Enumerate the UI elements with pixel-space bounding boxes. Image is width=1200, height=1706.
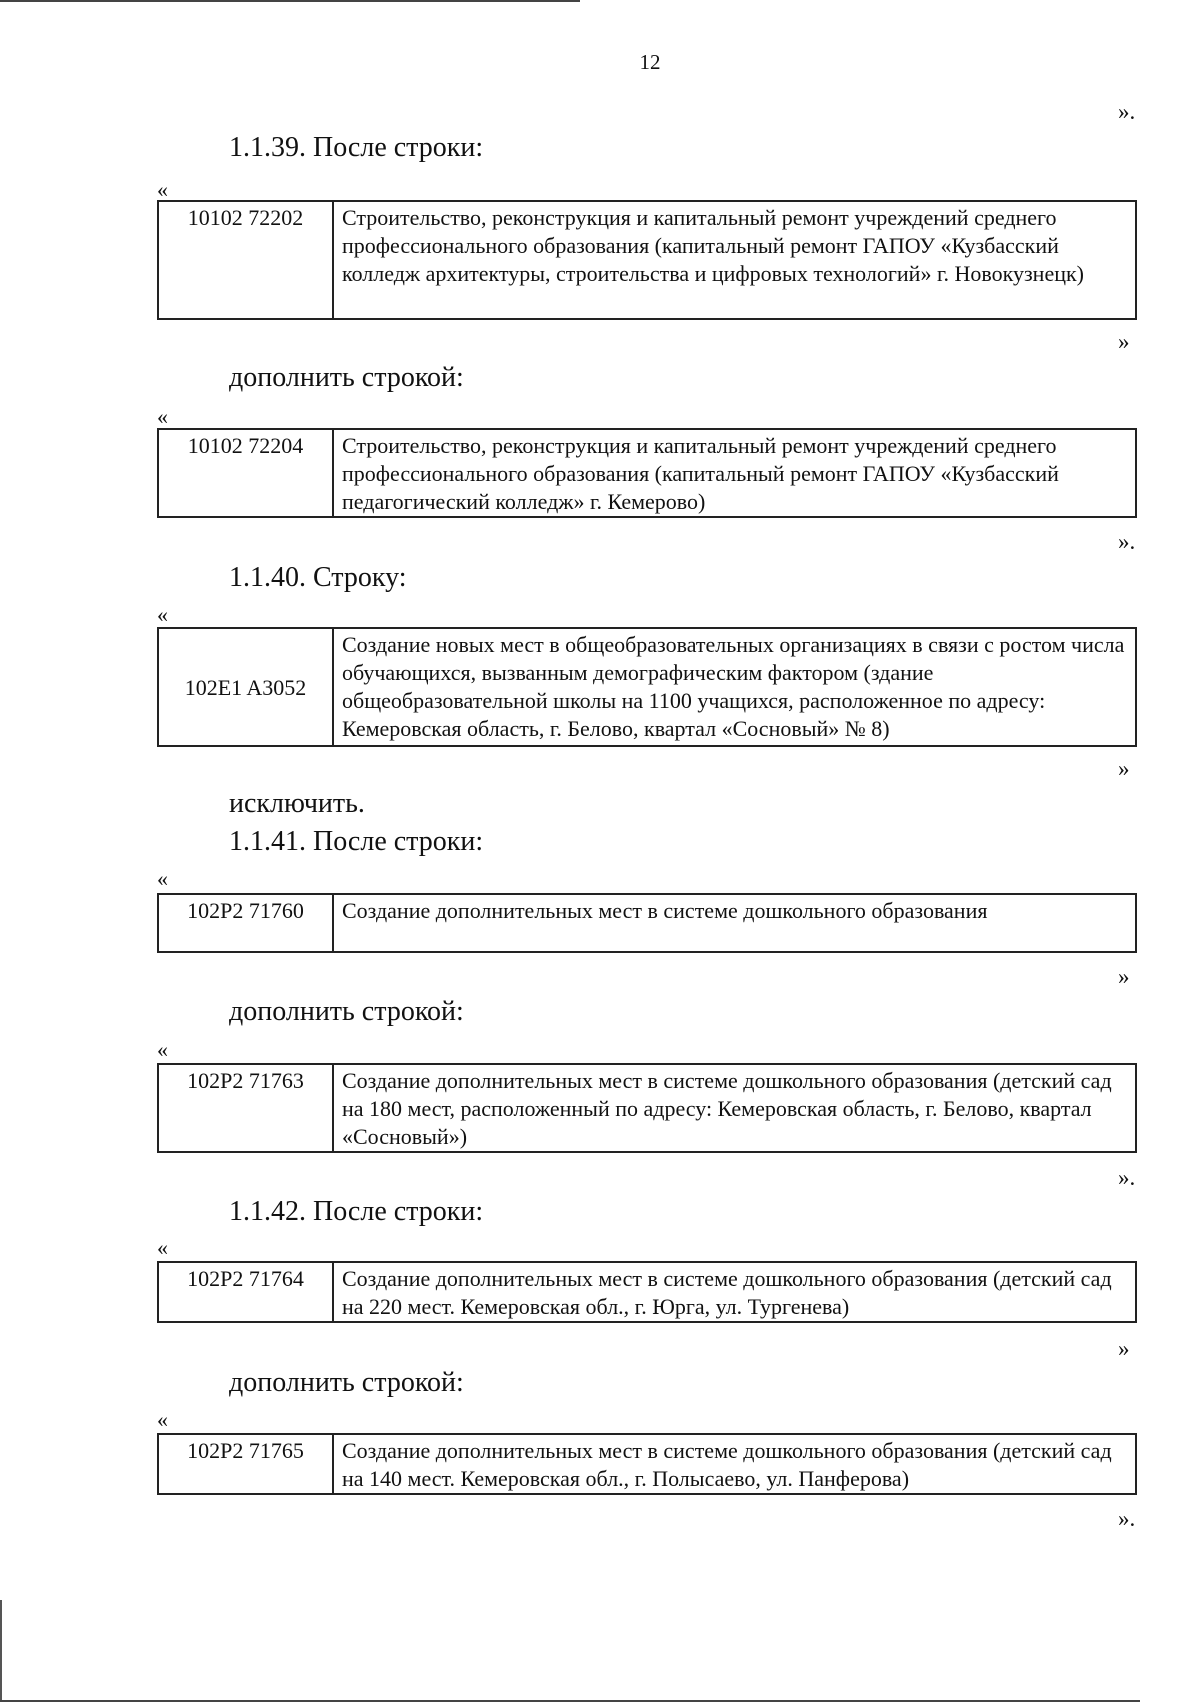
section-heading: дополнить строкой: bbox=[229, 996, 464, 1027]
row-code: 102P2 71760 bbox=[158, 894, 333, 952]
close-quote: ». bbox=[1118, 529, 1136, 554]
open-quote: « bbox=[157, 602, 168, 627]
table-row bbox=[158, 1262, 1136, 1322]
table-row bbox=[158, 1064, 1136, 1152]
code-table bbox=[157, 1261, 1137, 1323]
open-quote: « bbox=[157, 1235, 168, 1260]
code-table bbox=[157, 627, 1137, 747]
page-number: 12 bbox=[639, 50, 661, 74]
code-table bbox=[157, 1433, 1137, 1495]
table-row bbox=[158, 201, 1136, 319]
close-quote: » bbox=[1118, 964, 1130, 989]
table-row bbox=[158, 628, 1136, 746]
code-table bbox=[157, 1063, 1137, 1153]
row-text: Строительство, реконструкция и капитальный ремонт учреждений среднего профессионального образования (капитальный ремонт ГАПОУ «Кузбасский педагогический колледж» г. Кемерово) bbox=[333, 429, 1136, 517]
row-text: Создание дополнительных мест в системе дошкольного образования bbox=[333, 894, 1136, 952]
row-code: 102P2 71764 bbox=[158, 1262, 333, 1322]
open-quote: « bbox=[157, 866, 168, 891]
scan-edge-bottom bbox=[0, 1700, 1140, 1702]
row-code: 10102 72202 bbox=[158, 201, 333, 319]
section-heading: дополнить строкой: bbox=[229, 1367, 464, 1398]
table-row bbox=[158, 429, 1136, 517]
closing-quote: ». bbox=[1118, 99, 1136, 124]
open-quote: « bbox=[157, 177, 168, 202]
row-code: 10102 72204 bbox=[158, 429, 333, 517]
code-table bbox=[157, 893, 1137, 953]
close-quote: ». bbox=[1118, 1506, 1136, 1531]
row-text: Создание дополнительных мест в системе дошкольного образования (детский сад на 220 мест. Кемеровская обл., г. Юрга, ул. Тургенева) bbox=[333, 1262, 1136, 1322]
open-quote: « bbox=[157, 1407, 168, 1432]
section-heading: 1.1.41. После строки: bbox=[229, 826, 484, 857]
row-text: Создание дополнительных мест в системе дошкольного образования (детский сад на 180 мест, расположенный по адресу: Кемеровская область, г. Белово, квартал «Сосновый») bbox=[333, 1064, 1136, 1152]
section-heading: исключить. bbox=[229, 788, 365, 819]
close-quote: » bbox=[1118, 1336, 1130, 1361]
section-heading: дополнить строкой: bbox=[229, 362, 464, 393]
row-text: Создание дополнительных мест в системе дошкольного образования (детский сад на 140 мест. Кемеровская обл., г. Полысаево, ул. Панферова) bbox=[333, 1434, 1136, 1494]
table-row bbox=[158, 894, 1136, 952]
scan-edge-top bbox=[0, 0, 580, 2]
table-row bbox=[158, 1434, 1136, 1494]
code-table bbox=[157, 428, 1137, 518]
close-quote: » bbox=[1118, 329, 1130, 354]
section-heading: 1.1.40. Строку: bbox=[229, 562, 407, 593]
close-quote: » bbox=[1118, 756, 1130, 781]
row-text: Строительство, реконструкция и капитальный ремонт учреждений среднего профессионального образования (капитальный ремонт ГАПОУ «Кузбасский колледж архитектуры, строительства и цифровых технологий» г. Новокузнецк) bbox=[333, 201, 1136, 319]
scan-edge-left bbox=[0, 1600, 2, 1700]
open-quote: « bbox=[157, 1037, 168, 1062]
row-text: Создание новых мест в общеобразовательных организациях в связи с ростом числа обучающихся, вызванным демографическим фактором (здание общеобразовательной школы на 1100 учащихся, расположенное по адресу: Кемеровская область, г. Белово, квартал «Сосновый» № 8) bbox=[333, 628, 1136, 746]
row-code: 102E1 A3052 bbox=[158, 628, 333, 746]
open-quote: « bbox=[157, 404, 168, 429]
section-heading: 1.1.39. После строки: bbox=[229, 132, 484, 163]
row-code: 102P2 71763 bbox=[158, 1064, 333, 1152]
close-quote: ». bbox=[1118, 1165, 1136, 1190]
code-table bbox=[157, 200, 1137, 320]
row-code: 102P2 71765 bbox=[158, 1434, 333, 1494]
section-heading: 1.1.42. После строки: bbox=[229, 1196, 484, 1227]
